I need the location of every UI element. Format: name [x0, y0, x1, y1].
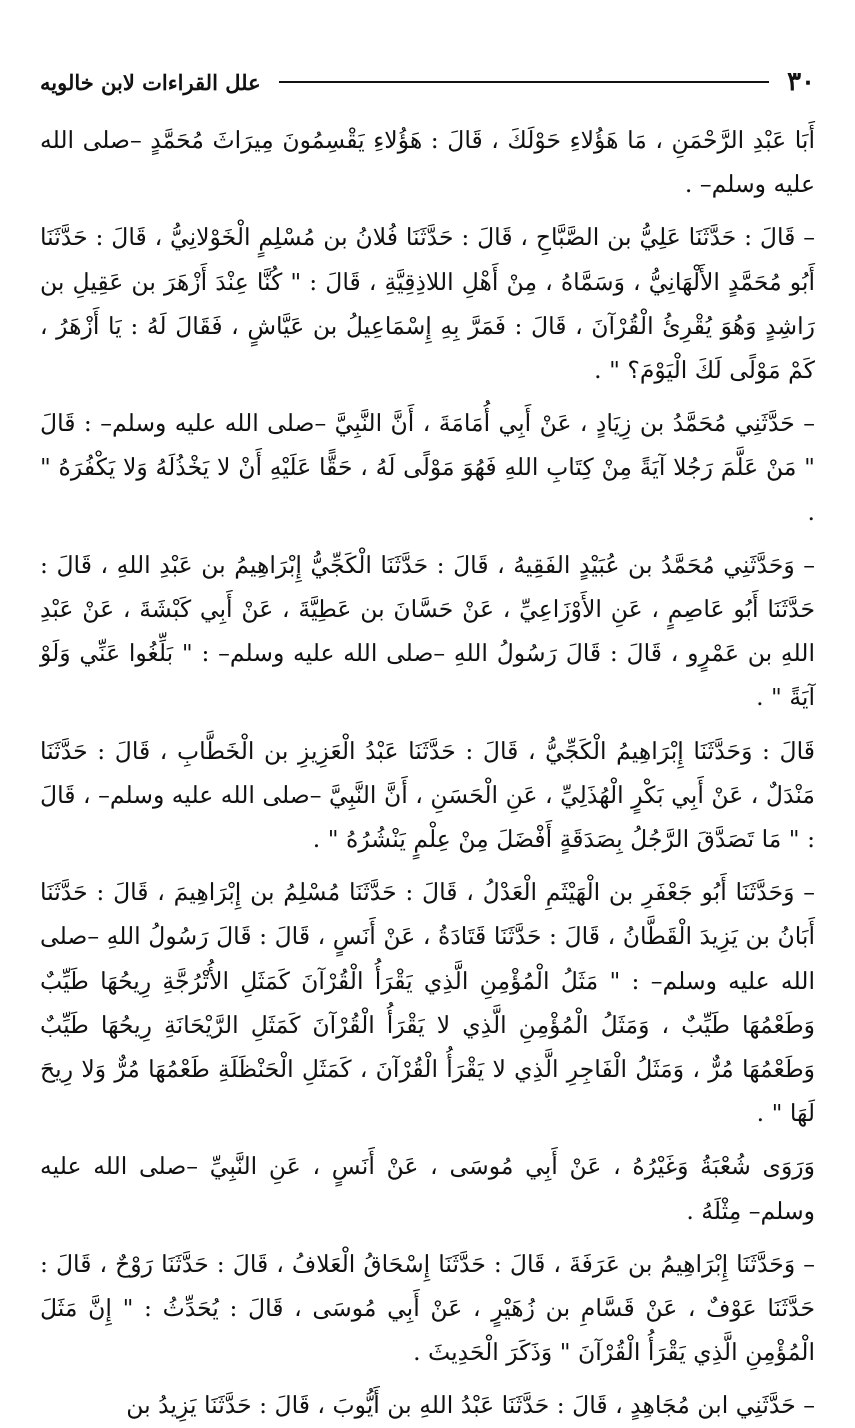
page-body [40, 118, 815, 1428]
paragraph: – وَحَدَّثَنِي مُحَمَّدُ بن عُبَيْدٍ الفَقِيهُ ، قَالَ : حَدَّثَنَا الْكَجِّيُّ إِبْرَاهِيمُ بن عَبْدِ اللهِ ، قَالَ : حَدَّثَنَا أَبُو عَاصِمٍ ، عَنِ الأَوْزَاعِيِّ ، عَنْ حَسَّانَ بن عَطِيَّةَ ، عَنْ أَبِي كَبْشَةَ ، عَنْ عَبْدِ اللهِ بن عَمْرٍو ، قَالَ : قَالَ رَسُولُ اللهِ –صلى الله عليه وسلم– : " بَلِّغُوا عَنِّي وَلَوْ آيَةً " . [40, 550, 815, 712]
paragraph: – وَحَدَّثَنَا إِبْرَاهِيمُ بن عَرَفَةَ ، قَالَ : حَدَّثَنَا إِسْحَاقُ الْعَلافُ ، قَالَ : حَدَّثَنَا رَوْحٌ ، قَالَ : حَدَّثَنَا عَوْفٌ ، عَنْ قَسَّامِ بن زُهَيْرٍ ، عَنْ أَبِي مُوسَى ، قَالَ : يُحَدِّثُ : " إِنَّ مَثَلَ الْمُؤْمِنِ الَّذِي يَقْرَأُ الْقُرْآنَ " وَذَكَرَ الْحَدِيثَ . [40, 1249, 815, 1367]
header-rule [279, 81, 769, 83]
paragraph: – قَالَ : حَدَّثَنَا عَلِيُّ بن الصَّبَّاحِ ، قَالَ : حَدَّثَنَا فُلانُ بن مُسْلِمٍ الْخَوْلانِيُّ ، قَالَ : حَدَّثَنَا أَبُو مُحَمَّدٍ الأَلْهَانِيُّ ، وَسَمَّاهُ ، مِنْ أَهْلِ اللاذِقِيَّةِ ، قَالَ : " كُنَّا عِنْدَ أَزْهَرَ بن عَقِيلِ بن رَاشِدٍ وَهُوَ يُقْرِئُ الْقُرْآنَ ، قَالَ : فَمَرَّ بِهِ إِسْمَاعِيلُ بن عَيَّاشٍ ، فَقَالَ لَهُ : يَا أَزْهَرُ ، كَمْ مَوْلًى لَكَ الْيَوْمَ؟ " . [40, 223, 815, 385]
page-number: ٣٠ [787, 67, 815, 97]
paragraph: قَالَ : وَحَدَّثَنَا إِبْرَاهِيمُ الْكَجِّيُّ ، قَالَ : حَدَّثَنَا عَبْدُ الْعَزِيزِ بن الْخَطَّابِ ، قَالَ : حَدَّثَنَا مَنْدَلٌ ، عَنْ أَبِي بَكْرٍ الْهُذَلِيِّ ، عَنِ الْحَسَنِ ، أَنَّ النَّبِيَّ –صلى الله عليه وسلم– ، قَالَ : " مَا تَصَدَّقَ الرَّجُلُ بِصَدَقَةٍ أَفْضَلَ مِنْ عِلْمٍ يَنْشُرُهُ " . [40, 736, 815, 854]
running-header [40, 62, 815, 102]
paragraph: وَرَوَى شُعْبَةُ وَغَيْرُهُ ، عَنْ أَبِي مُوسَى ، عَنْ أَنَسٍ ، عَنِ النَّبِيِّ –صلى الله عليه وسلم– مِثْلَهُ . [40, 1152, 815, 1225]
paragraph: – حَدَّثَنِي ابن مُجَاهِدٍ ، قَالَ : حَدَّثَنَا عَبْدُ اللهِ بن أَيُّوبَ ، قَالَ : حَدَّثَنَا يَزِيدُ بن [126, 1391, 815, 1420]
paragraph: أَبَا عَبْدِ الرَّحْمَنِ ، مَا هَؤُلاءِ حَوْلَكَ ، قَالَ : هَؤُلاءِ يَقْسِمُونَ مِيرَاثَ مُحَمَّدٍ –صلى الله عليه وسلم– . [40, 126, 815, 199]
paragraph: – وَحَدَّثَنَا أَبُو جَعْفَرِ بن الْهَيْثَمِ الْعَدْلُ ، قَالَ : حَدَّثَنَا مُسْلِمُ بن إِبْرَاهِيمَ ، قَالَ : حَدَّثَنَا أَبَانُ بن يَزِيدَ الْقَطَّانُ ، قَالَ : حَدَّثَنَا قَتَادَةُ ، عَنْ أَنَسٍ ، قَالَ : قَالَ رَسُولُ اللهِ –صلى الله عليه وسلم– : " مَثَلُ الْمُؤْمِنِ الَّذِي يَقْرَأُ الْقُرْآنَ كَمَثَلِ الأُتْرُجَّةِ رِيحُهَا طَيِّبٌ وَطَعْمُهَا طَيِّبٌ ، وَمَثَلُ الْمُؤْمِنِ الَّذِي لا يَقْرَأُ الْقُرْآنَ كَمَثَلِ الرَّيْحَانَةِ رِيحُهَا طَيِّبٌ وَطَعْمُهَا مُرٌّ ، وَمَثَلُ الْفَاجِرِ الَّذِي لا يَقْرَأُ الْقُرْآنَ ، كَمَثَلِ الْحَنْظَلَةِ طَعْمُهَا مُرٌّ وَلا رِيحَ لَهَا " . [40, 878, 815, 1128]
running-title: علل القراءات لابن خالويه [40, 69, 261, 95]
paragraph: – حَدَّثَنِي مُحَمَّدُ بن زِيَادٍ ، عَنْ أَبِي أُمَامَةَ ، أَنَّ النَّبِيَّ –صلى الله عليه وسلم– : قَالَ " مَنْ عَلَّمَ رَجُلا آيَةً مِنْ كِتَابِ اللهِ فَهُوَ مَوْلًى لَهُ ، حَقًّا عَلَيْهِ أَنْ لا يَخْذُلَهُ وَلا يَكْفُرَهُ " . [40, 409, 815, 526]
